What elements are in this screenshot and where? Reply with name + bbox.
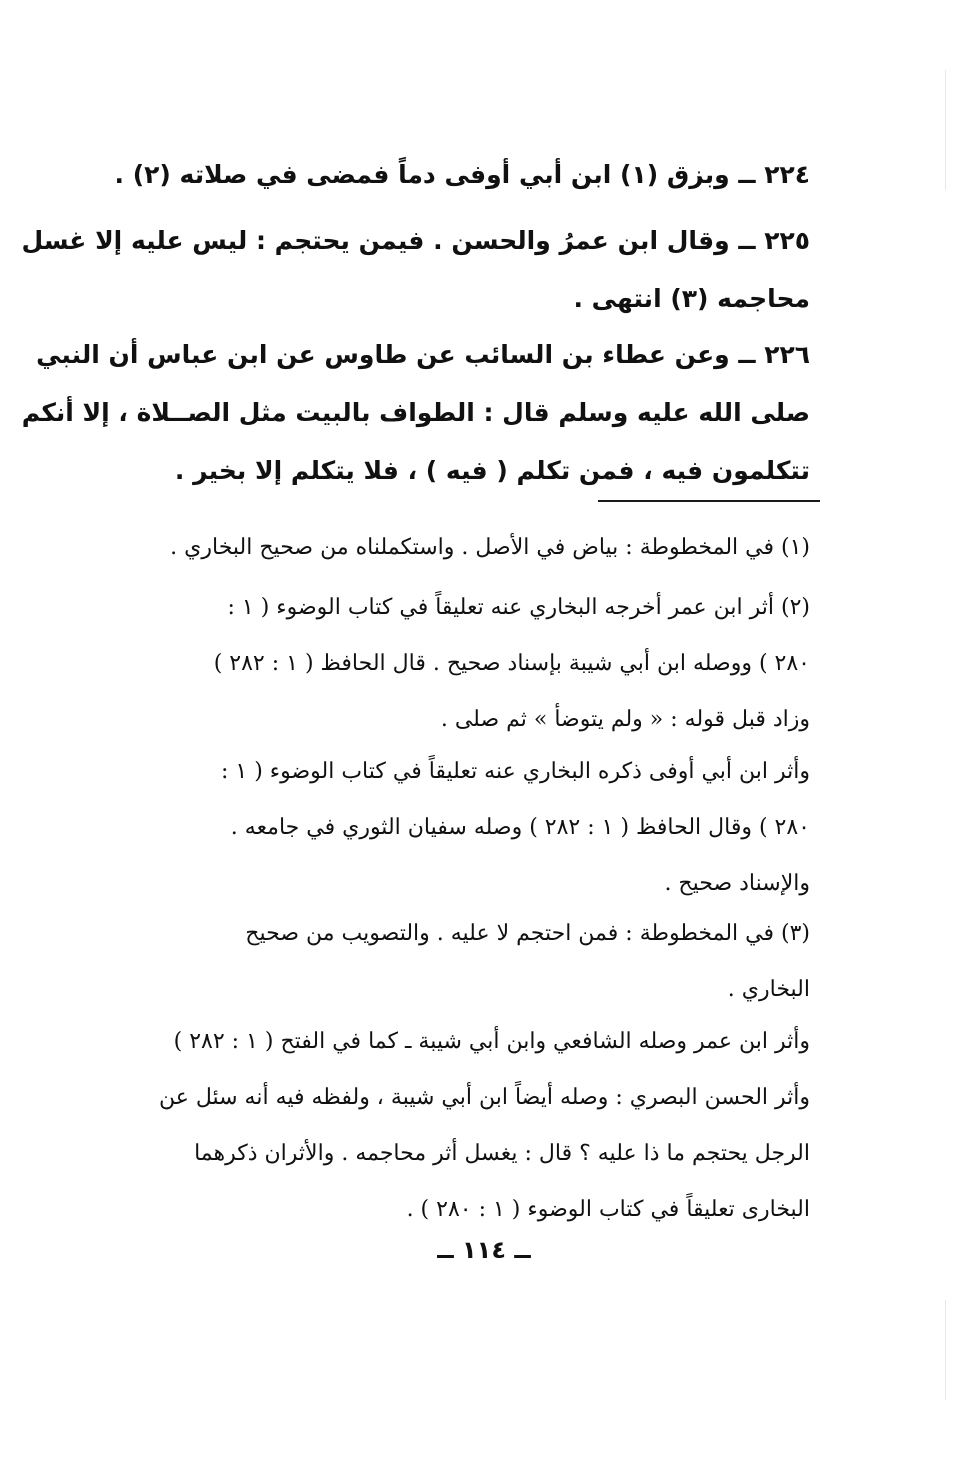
footnote-2b-line-3: والإسناد صحيح . [664,871,810,896]
footnote-3b-line-2: وأثر الحسن البصري : وصله أيضاً ابن أبي شيبة ، ولفظه فيه أنه سئل عن [158,1085,810,1110]
entry-224 [114,146,810,204]
footnote-2-continuation [158,744,810,912]
entry-226-line-2: صلى الله عليه وسلم قال : الطواف بالبيت مثل الصــلاة ، إلا أنكم [21,398,810,427]
entry-226-line-3: تتكلمون فيه ، فمن تكلم ( فيه ) ، فلا يتكلم إلا بخير . [174,456,810,485]
entry-225-line-1: ٢٢٥ ــ وقال ابن عمرُ والحسن . فيمن يحتجم : ليس عليه إلا غسل [21,226,810,255]
footnote-3-continuation [158,1014,810,1238]
entry-226-line-1: ٢٢٦ ــ وعن عطاء بن السائب عن طاوس عن ابن عباس أن النبي [36,340,810,369]
margin-mark-bottom [945,1300,946,1400]
footnote-2 [158,580,810,748]
footnote-2-line-1: (٢) أثر ابن عمر أخرجه البخاري عنه تعليقاً في كتاب الوضوء ( ١ : [227,595,810,620]
footnote-2b-line-1: وأثر ابن أبي أوفى ذكره البخاري عنه تعليقاً في كتاب الوضوء ( ١ : [220,759,810,784]
footnote-3 [158,906,810,1018]
footnote-3b-line-4: البخارى تعليقاً في كتاب الوضوء ( ١ : ٢٨٠ ) . [406,1197,810,1222]
footnote-3b-line-3: الرجل يحتجم ما ذا عليه ؟ قال : يغسل أثر محاجمه . والأثران ذكرهما [194,1141,810,1166]
footnote-2b-line-2: ٢٨٠ ) وقال الحافظ ( ١ : ٢٨٢ ) وصله سفيان الثوري في جامعه . [230,815,810,840]
footnote-2-line-3: وزاد قبل قوله : « ولم يتوضأ » ثم صلى . [440,707,810,732]
entry-225-line-2: محاجمه (٣) انتهى . [573,284,810,313]
footnote-3b-line-1: وأثر ابن عمر وصله الشافعي وابن أبي شيبة ـ كما في الفتح ( ١ : ٢٨٢ ) [173,1029,810,1054]
entry-225 [21,212,810,328]
entry-224-line-1: ٢٢٤ ــ وبزق (١) ابن أبي أوفى دماً فمضى في صلاته (٢) . [114,160,810,189]
footnote-3-line-1: (٣) في المخطوطة : فمن احتجم لا عليه . والتصويب من صحيح [245,921,810,946]
page-number: ــ ١١٤ ــ [437,1236,531,1264]
entry-226 [21,326,810,500]
footnote-separator [598,500,820,502]
footnote-1 [158,520,810,576]
footnote-2-line-2: ٢٨٠ ) ووصله ابن أبي شيبة بإسناد صحيح . قال الحافظ ( ١ : ٢٨٢ ) [213,651,810,676]
footnote-3-line-2: البخاري . [727,977,810,1002]
margin-mark-top [945,70,946,190]
footnote-1-line-1: (١) في المخطوطة : بياض في الأصل . واستكملناه من صحيح البخاري . [170,535,810,560]
